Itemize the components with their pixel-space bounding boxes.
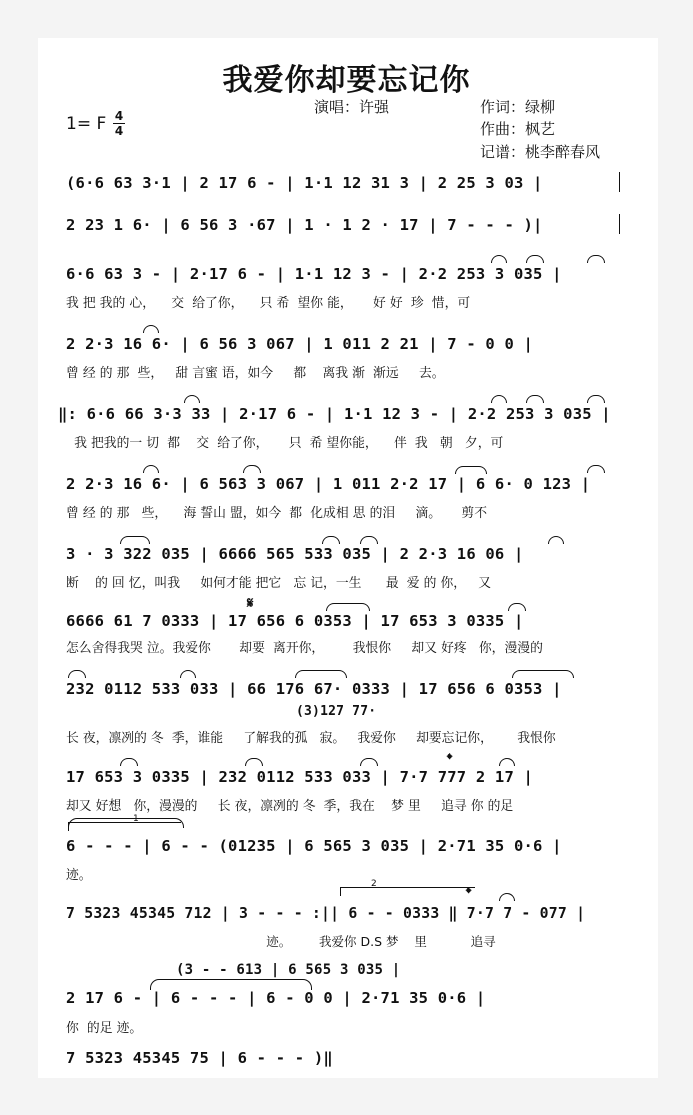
lyrics-line-8: 怎么舍得我哭 泣。我爱你 却要 离开你， 我恨你 却又 好疼 你，漫漫的: [66, 641, 543, 656]
notation-line-9: 232 0112 533 033 | 66 176 67· 0333 | 17 656 6 0353 |: [66, 680, 562, 698]
notation-line-11: 6 - - - | 6 - - (01235 | 6 565 3 035 | 2·71 35 0·6 |: [66, 837, 562, 855]
upper-voice-line: (3 - - 613 | 6 565 3 035 |: [176, 962, 401, 978]
notation-line-3: 6·6 63 3 - | 2·17 6 - | 1·1 12 3 - | 2·2 253 3 035 |: [66, 265, 562, 283]
long-tie-mark: [150, 979, 312, 990]
long-tie-mark: [68, 818, 184, 828]
key-signature: 1= F: [66, 114, 107, 134]
segno-sign: 𝄋: [247, 594, 254, 612]
tie-mark: [322, 536, 340, 544]
lyrics-line-3: 我 把 我的 心， 交 给了你， 只 希 望你 能， 好 好 珍 惜，可: [66, 296, 471, 311]
second-ending-bracket: [340, 879, 475, 896]
notation-line-7: 3 · 3 322 035 | 6666 565 533 035 | 2 2·3 16 06 |: [66, 545, 524, 563]
lyrics-line-4: 曾 经 的 那 些， 甜 言蜜 语，如今 都 离我 渐 渐远 去。: [66, 366, 445, 381]
lyrics-line-6: 曾 经 的 那 些， 海 誓山 盟，如今 都 化成相 思 的泪 滴。 剪不: [66, 506, 488, 521]
tie-mark: [455, 466, 487, 474]
notation-line-13: 2 17 6 - | 6 - - - | 6 - 0 0 | 2·71 35 0·6 |: [66, 989, 486, 1007]
tie-mark: [243, 465, 261, 473]
tie-mark: [587, 255, 605, 263]
tie-mark: [360, 758, 378, 766]
tie-mark: [120, 758, 138, 766]
notation-line-8: 6666 61 7 0333 | 17 656 6 0353 | 17 653 3 0335 |: [66, 612, 524, 630]
time-signature-top: 4: [114, 109, 124, 123]
tie-mark: [508, 603, 526, 611]
tie-mark: [526, 395, 544, 403]
transcriber-credit: 记谱：桃李醉春风: [480, 143, 601, 161]
notation-line-10: 17 653 3 0335 | 232 0112 533 033 | 7·7 777 2 17 |: [66, 768, 534, 786]
lyrics-line-11: 迹。: [66, 868, 92, 883]
tie-mark: [326, 603, 370, 611]
lyrics-line-7: 断 的 回 忆，叫我 如何才能 把它 忘 记，一生 最 爱 的 你， 又: [66, 576, 492, 591]
coda-sign-second: 𝄌: [466, 884, 472, 902]
lyrics-line-13: 你 的足 迹。: [66, 1021, 143, 1036]
tie-mark: [360, 536, 378, 544]
lyrics-line-9: 长 夜，凛冽的 冬 季，谁能 了解我的孤 寂。 我爱你 却要忘记你， 我恨你: [66, 731, 556, 746]
barline: [619, 214, 620, 234]
tie-mark: [295, 670, 347, 678]
composer-credit: 作曲：枫艺: [480, 120, 556, 138]
lyrics-line-5: 我 把我的一 切 都 交 给了你， 只 希 望你能， 伴 我 朝 夕，可: [66, 436, 504, 451]
tie-mark: [120, 536, 150, 544]
tie-mark: [587, 465, 605, 473]
notation-line-1: (6·6 63 3·1 | 2 17 6 - | 1·1 12 31 3 | 2 25 3 03 |: [66, 174, 543, 192]
first-ending-number: 1: [133, 814, 139, 824]
notation-line-2: 2 23 1 6· | 6 56 3 ·67 | 1 · 1 2 · 17 | 7 - - - )|: [66, 216, 543, 234]
song-title: 我爱你却要忘记你: [222, 63, 471, 98]
notation-line-4: 2 2·3 16 6· | 6 56 3 067 | 1 011 2 21 | 7 - 0 0 |: [66, 335, 534, 353]
second-ending-number: 2: [371, 879, 377, 889]
notation-line-14: 7 5323 45345 75 | 6 - - - )‖: [66, 1049, 333, 1067]
coda-sign: 𝄌: [447, 750, 453, 768]
notation-line-12: 7 5323 45345 712 | 3 - - - :|| 6 - - 0333 ‖ 7·7 7 - 077 |: [66, 905, 586, 922]
ossia-notes: (3)127 77·: [296, 704, 377, 719]
tie-mark: [512, 670, 574, 678]
tie-mark: [526, 255, 544, 263]
notation-line-5: ‖: 6·6 66 3·3 33 | 2·17 6 - | 1·1 12 3 - | 2·2 253 3 035 |: [58, 405, 611, 423]
singer-credit: 演唱：许强: [314, 98, 390, 116]
notation-line-6: 2 2·3 16 6· | 6 563 3 067 | 1 011 2·2 17 | 6 6· 0 123 |: [66, 475, 591, 493]
tie-mark: [587, 395, 605, 403]
lyrics-line-10: 却又 好想 你，漫漫的 长 夜，凛冽的 冬 季，我在 梦 里 追寻 你 的足: [66, 799, 514, 814]
tie-mark: [68, 670, 86, 678]
barline: [619, 172, 620, 192]
lyrics-line-12: 迹。 我爱你 D.S 梦 里 追寻: [0, 934, 496, 949]
tie-mark: [245, 758, 263, 766]
lyricist-credit: 作词：绿柳: [480, 98, 556, 116]
time-signature: [113, 110, 125, 137]
time-signature-bottom: 4: [114, 124, 124, 138]
